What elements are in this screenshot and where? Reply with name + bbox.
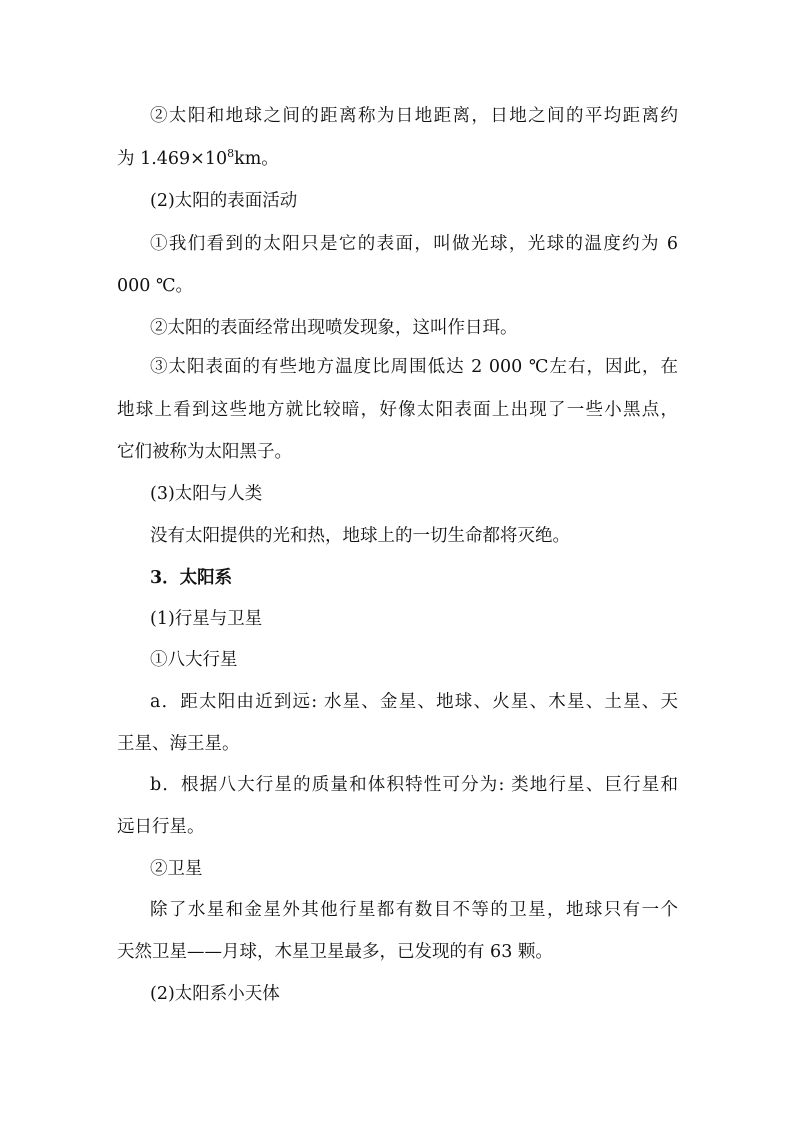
formula-unit: km。 <box>234 149 279 169</box>
paragraph-line: 000 ℃。 <box>117 276 194 296</box>
paragraph-line: ②太阳的表面经常出现喷发现象，这叫作日珥。 <box>150 318 518 338</box>
paragraph-line: a．距太阳由近到远: 水星、金星、地球、火星、木星、土星、天 <box>150 692 678 712</box>
paragraph-line: 除了水星和金星外其他行星都有数目不等的卫星，地球只有一个 <box>150 900 678 920</box>
section-heading: (1)行星与卫星 <box>150 609 263 629</box>
paragraph-line: 它们被称为太阳黑子。 <box>117 442 292 462</box>
paragraph-line: 王星、海王星。 <box>117 734 240 754</box>
paragraph-line: ③太阳表面的有些地方温度比周围低达 2 000 ℃左右，因此，在 <box>150 357 678 377</box>
paragraph-line: 天然卫星——月球，木星卫星最多，已发现的有 63 颗。 <box>117 942 553 962</box>
section-heading: ①八大行星 <box>150 650 238 670</box>
section-heading: (2)太阳系小天体 <box>150 984 280 1004</box>
paragraph-line-formula <box>117 147 279 171</box>
section-heading: (2)太阳的表面活动 <box>150 191 298 211</box>
paragraph-line: 远日行星。 <box>117 817 205 837</box>
paragraph-line: ②太阳和地球之间的距离称为日地距离，日地之间的平均距离约 <box>150 106 678 126</box>
formula-text: 为 1.469×10 <box>117 149 228 169</box>
paragraph-line: 地球上看到这些地方就比较暗，好像太阳表面上出现了一些小黑点， <box>117 400 678 420</box>
section-heading: 3．太阳系 <box>150 568 233 588</box>
section-heading: (3)太阳与人类 <box>150 484 263 504</box>
paragraph-line: 没有太阳提供的光和热，地球上的一切生命都将灭绝。 <box>150 526 570 546</box>
formula-exponent: 8 <box>227 147 235 161</box>
paragraph-line: ①我们看到的太阳只是它的表面，叫做光球，光球的温度约为 6 <box>150 234 678 254</box>
section-heading: ②卫星 <box>150 859 203 879</box>
paragraph-line: b．根据八大行星的质量和体积特性可分为: 类地行星、巨行星和 <box>150 775 678 795</box>
